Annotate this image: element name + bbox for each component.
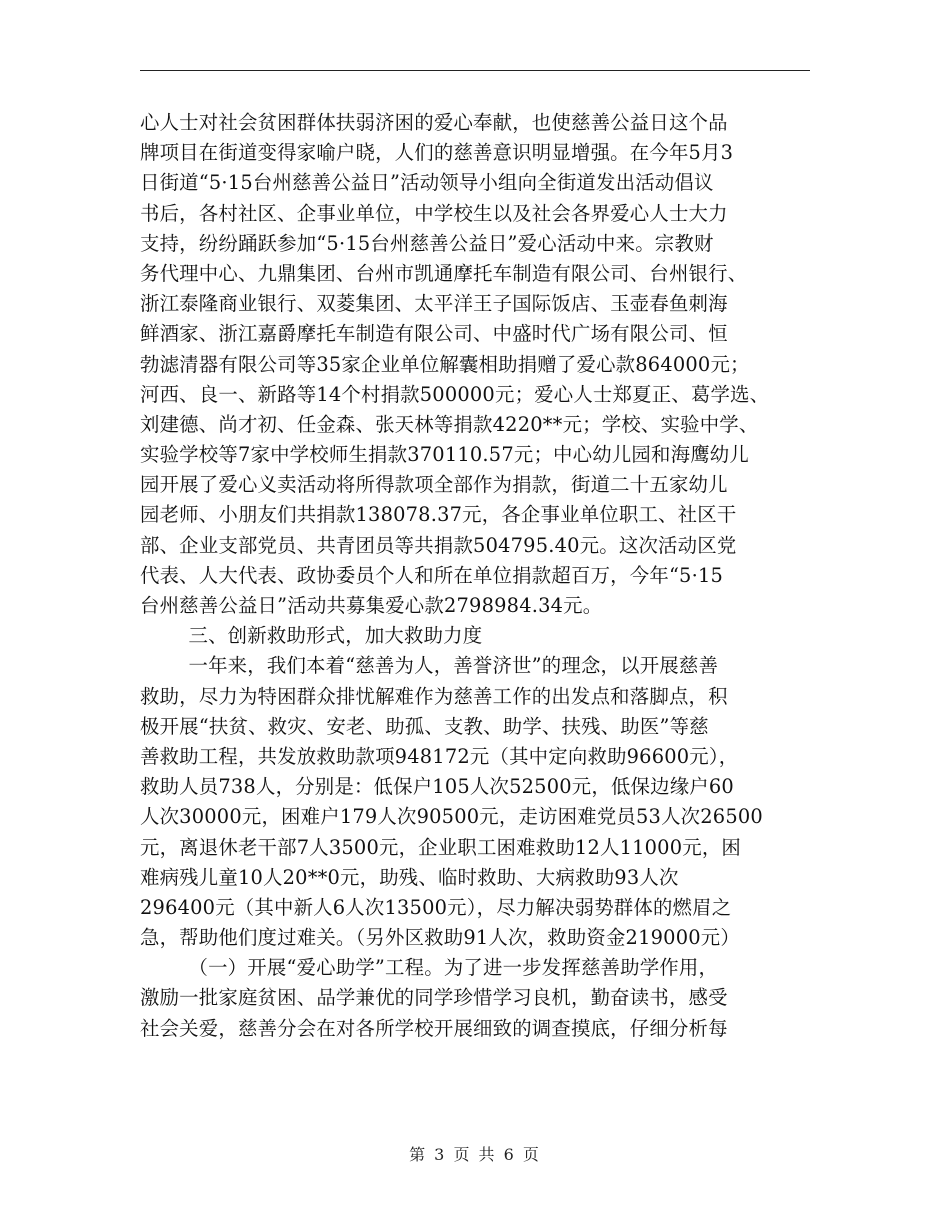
document-body [140, 108, 820, 1044]
text-line: 牌项目在街道变得家喻户晓，人们的慈善意识明显增强。在今年5月3 [140, 141, 734, 165]
text-line: （一）开展“爱心助学”工程。为了进一步发挥慈善助学作用， [188, 956, 719, 980]
text-line: 人次30000元，困难户179人次90500元，走访困难党员53人次26500 [140, 805, 763, 829]
text-line: 台州慈善公益日”活动共募集爱心款2798984.34元。 [140, 594, 603, 617]
text-line: 激励一批家庭贫困、品学兼优的同学珍惜学习良机，勤奋读书，感受 [140, 986, 728, 1010]
text-line: 元，离退休老干部7人3500元，企业职工困难救助12人11000元，困 [140, 835, 742, 859]
text-line: 日街道“5·15台州慈善公益日”活动领导小组向全街道发出活动倡议 [140, 171, 714, 195]
text-line: 善救助工程，共发放救助款项948172元（其中定向救助96600元）， [140, 744, 739, 768]
text-line: 心人士对社会贫困群体扶弱济困的爱心奉献，也使慈善公益日这个品 [140, 111, 728, 134]
text-line: 勃滤清器有限公司等35家企业单位解囊相助捐赠了爱心款864000元； [140, 352, 750, 376]
page-footer: 第 3 页 共 6 页 [409, 1145, 541, 1164]
text-line: 书后，各村社区、企事业单位，中学校生以及社会各界爱心人士大力 [140, 201, 728, 225]
text-line: 实验学校等7家中学校师生捐款370110.57元；中心幼儿园和海鹰幼儿 [140, 443, 749, 467]
text-line: 救助，尽力为特困群众排忧解难作为慈善工作的出发点和落脚点，积 [140, 684, 728, 708]
header-rule [140, 70, 810, 71]
text-line: 刘建德、尚才初、任金森、张天林等捐款4220**元；学校、实验中学、 [140, 412, 759, 436]
text-line: 部、企业支部党员、共青团员等共捐款504795.40元。这次活动区党 [140, 533, 737, 557]
text-line: 务代理中心、九鼎集团、台州市凯通摩托车制造有限公司、台州银行、 [140, 261, 748, 285]
text-line: 鲜酒家、浙江嘉爵摩托车制造有限公司、中盛时代广场有限公司、恒 [140, 322, 728, 346]
text-line: 河西、良一、新路等14个村捐款500000元；爱心人士郑夏正、葛学选、 [140, 382, 770, 406]
text-line: 极开展“扶贫、救灾、安老、助孤、支教、助学、扶残、助医”等慈 [140, 714, 709, 738]
text-line: 代表、人大代表、政协委员个人和所在单位捐款超百万，今年“5·15 [140, 563, 724, 587]
text-line: 296400元（其中新人6人次13500元），尽力解决弱势群体的燃眉之 [140, 895, 732, 919]
text-line: 浙江泰隆商业银行、双菱集团、太平洋王子国际饭店、玉壶春鱼刺海 [140, 292, 728, 316]
text-line: 难病残儿童10人20**0元，助残、临时救助、大病救助93人次 [140, 865, 679, 889]
text-line: 社会关爱，慈善分会在对各所学校开展细致的调查摸底，仔细分析每 [140, 1016, 728, 1040]
text-line: 园老师、小朋友们共捐款138078.37元，各企事业单位职工、社区干 [140, 503, 737, 527]
text-line: 支持，纷纷踊跃参加“5·15台州慈善公益日”爱心活动中来。宗教财 [140, 231, 714, 255]
text-line: 园开展了爱心义卖活动将所得款项全部作为捐款，街道二十五家幼儿 [140, 473, 728, 497]
text-line: 急，帮助他们度过难关。（另外区救助91人次，救助资金219000元） [140, 926, 740, 950]
text-line: 救助人员738人，分别是：低保户105人次52500元，低保边缘户60 [140, 775, 734, 799]
text-line: 一年来，我们本着“慈善为人，善誉济世”的理念，以开展慈善 [188, 654, 719, 678]
text-line: 三、创新救助形式，加大救助力度 [188, 624, 483, 648]
